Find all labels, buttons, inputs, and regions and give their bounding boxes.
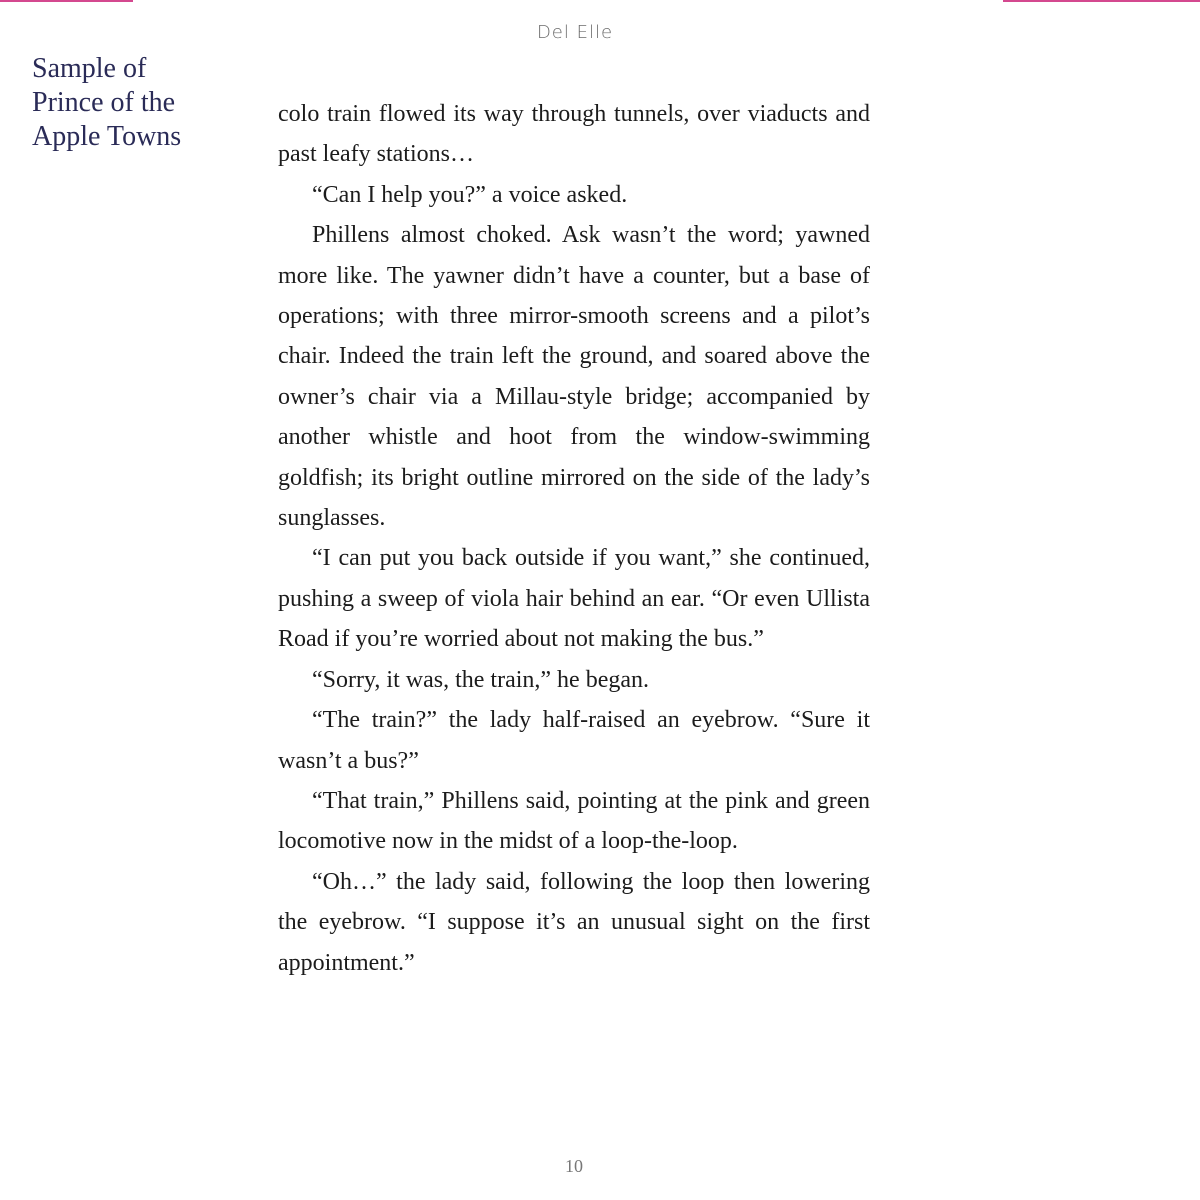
paragraph-7: “That train,” Phillens said, pointing at the pink and green locomotive now in the midst of a loop-the-loop.	[278, 787, 870, 855]
running-head-author: Del Elle	[536, 22, 614, 43]
paragraph-8: “Oh…” the lady said, following the loop then lowering the eyebrow. “I suppose it’s an unusual sight on the first appointment.”	[278, 868, 870, 976]
paragraph-6: “The train?” the lady half-raised an eyebrow. “Sure it wasn’t a bus?”	[278, 707, 870, 774]
top-left-accent-line	[0, 0, 133, 2]
paragraph-1: colo train flowed its way through tunnels, over viaducts and past leafy stations…	[278, 101, 870, 168]
body-text	[278, 94, 870, 983]
paragraph-2: “Can I help you?” a voice asked.	[312, 181, 628, 208]
sample-title	[32, 52, 252, 154]
paragraph-4: “I can put you back outside if you want,” she continued, pushing a sweep of viola hair behind an ear. “Or even Ullista Road if you’re worried about not making the bus.”	[278, 545, 870, 653]
sample-title-line-2: Prince of the	[32, 87, 176, 118]
paragraph-5: “Sorry, it was, the train,” he began.	[312, 666, 649, 693]
sample-title-line-1: Sample of	[32, 53, 147, 84]
sample-title-line-3: Apple Towns	[32, 121, 182, 152]
paragraph-3: Phillens almost choked. Ask wasn’t the word; yawned more like. The yawner didn’t have a counter, but a base of operations; with three mirror-smooth screens and a pilot’s chair. Indeed the train left the ground, and soared above the owner’s chair via a Millau-style bridge; accompanied by another whistle and hoot from the window-swimming goldfish; its bright outline mirrored on the side of the lady’s sunglasses.	[278, 222, 870, 532]
page-number: 10	[565, 1156, 583, 1176]
top-right-accent-line	[1003, 0, 1200, 2]
